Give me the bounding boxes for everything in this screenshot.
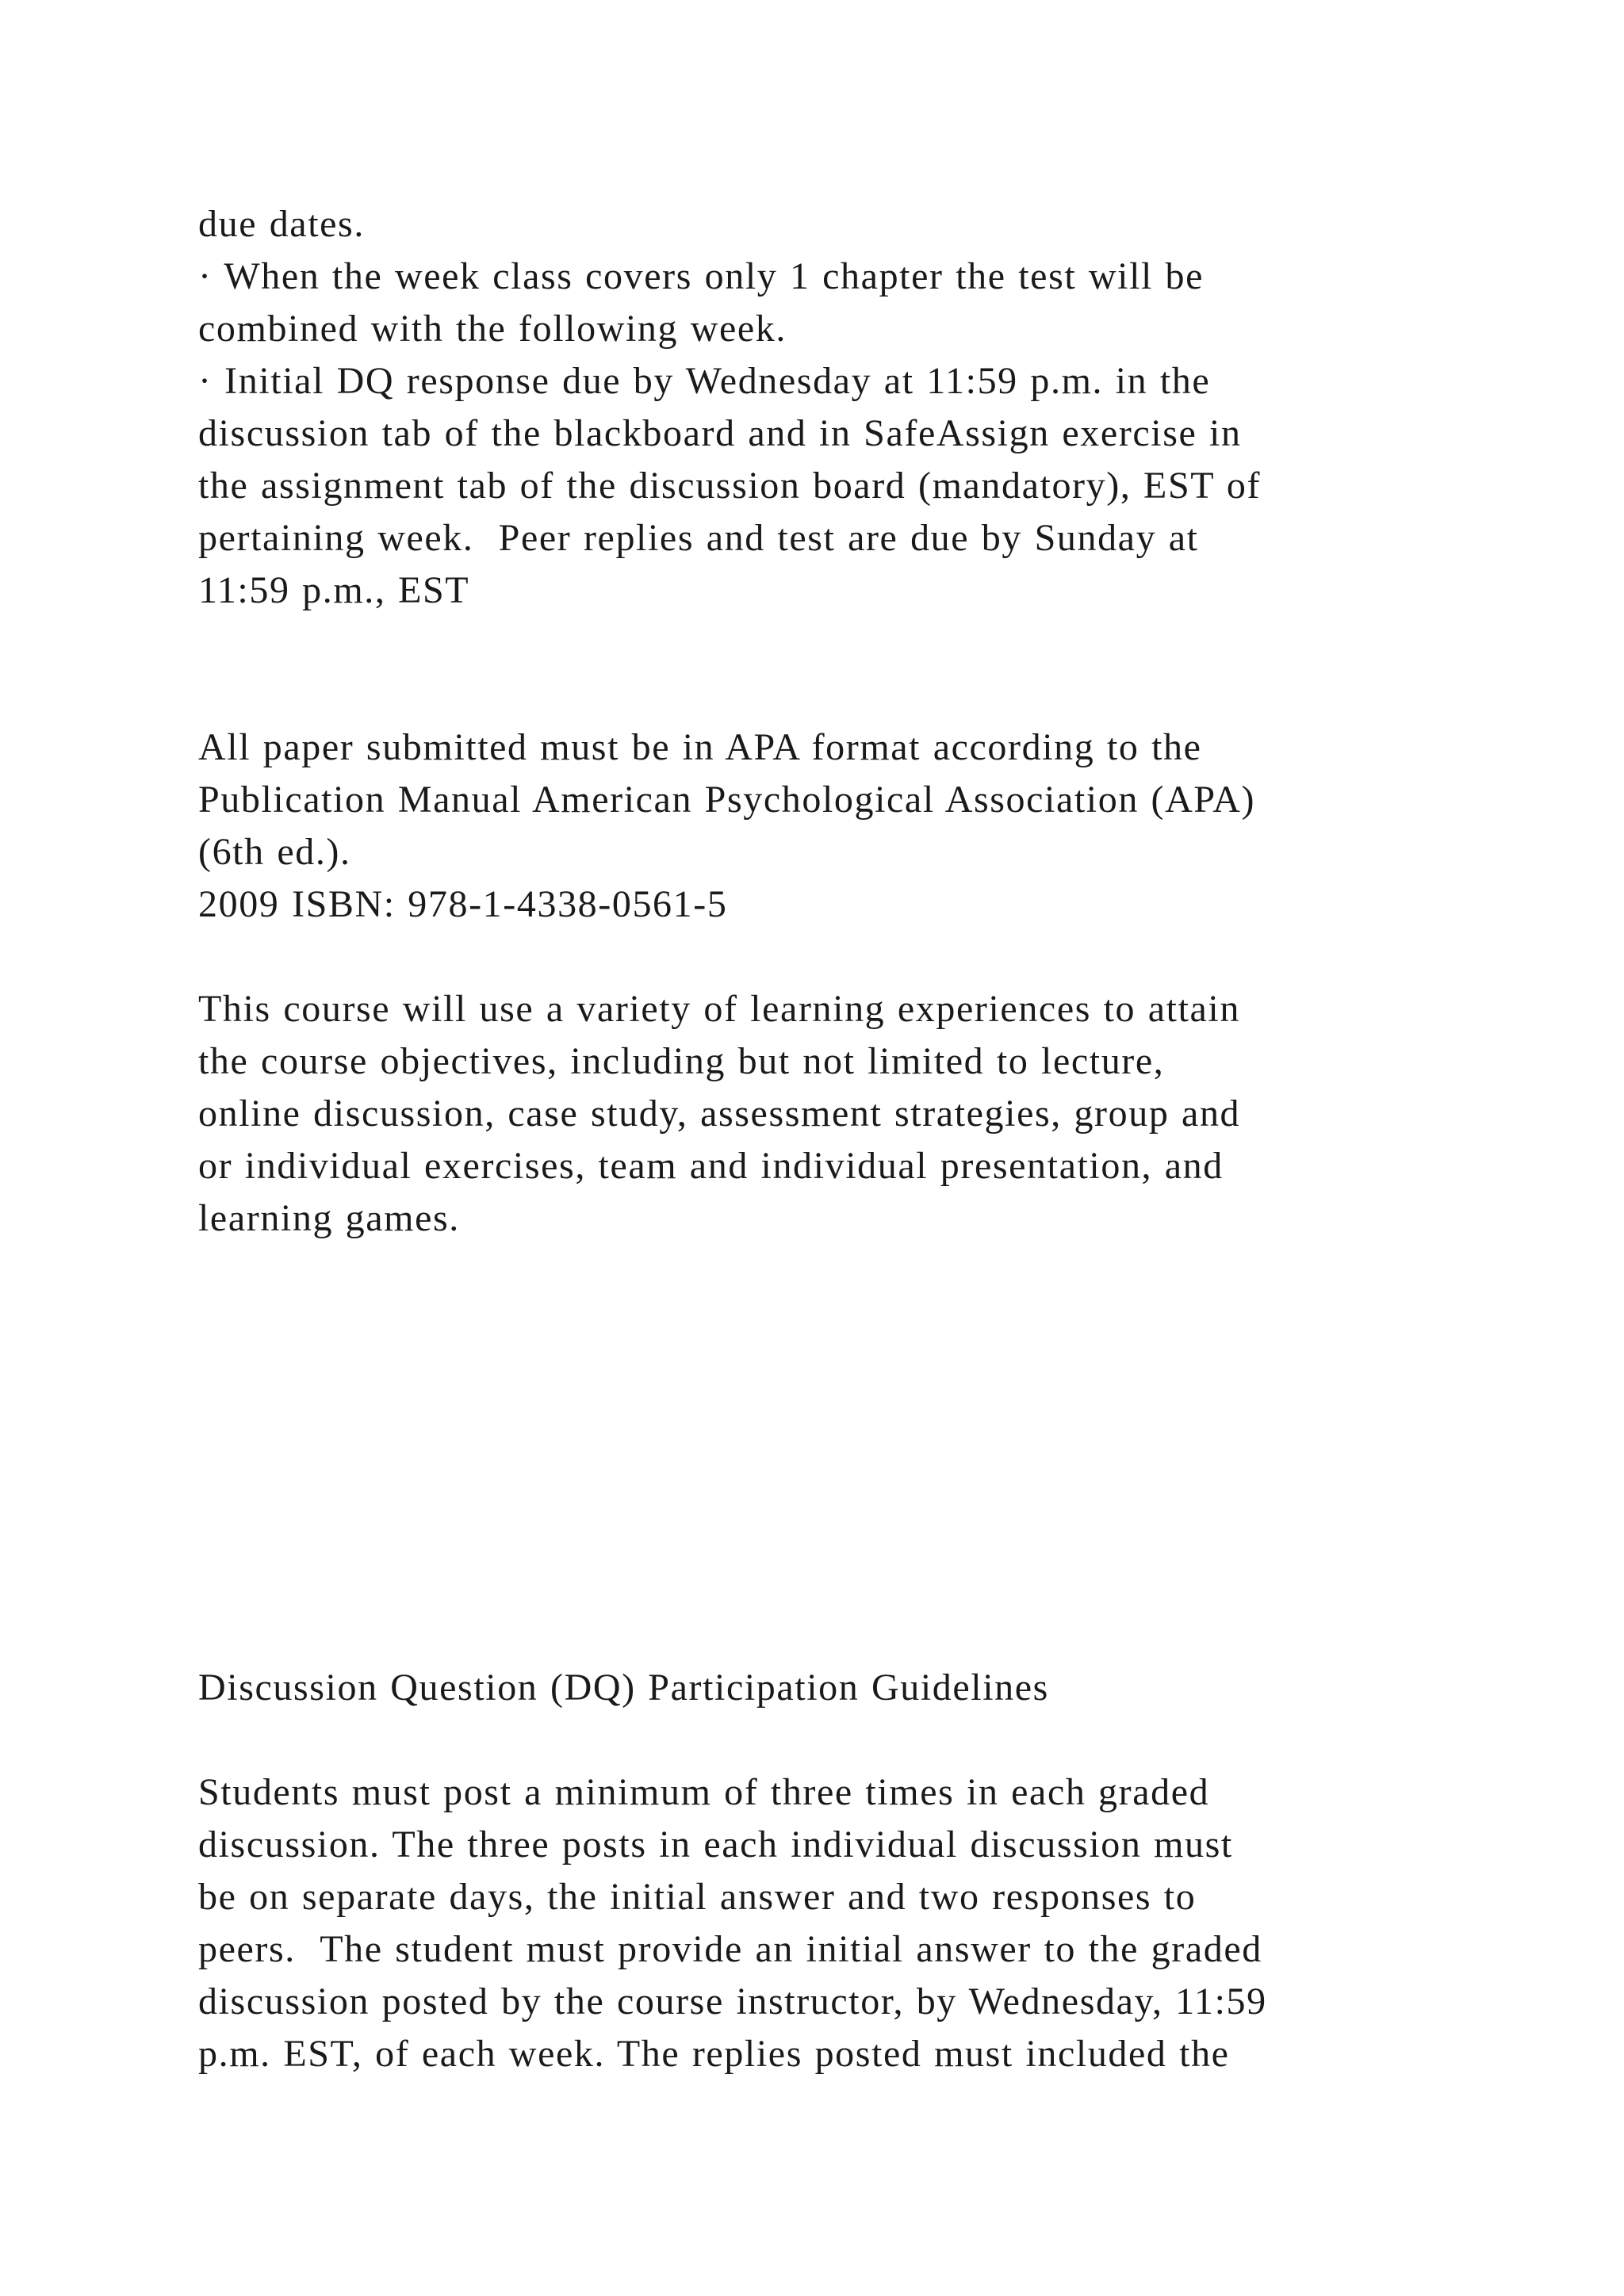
text-line: peers. The student must provide an initial answer to the graded <box>198 1928 1262 1970</box>
text-line: pertaining week. Peer replies and test are due by Sunday at <box>198 517 1199 559</box>
text-line: online discussion, case study, assessment strategies, group and <box>198 1093 1241 1135</box>
text-line: All paper submitted must be in APA format according to the <box>198 726 1202 768</box>
text-line: (6th ed.). <box>198 831 351 873</box>
bullet-line: · When the week class covers only 1 chapter the test will be <box>198 255 1205 297</box>
text-line: discussion. The three posts in each individual discussion must <box>198 1823 1233 1866</box>
text-line: Publication Manual American Psychological Association (APA) <box>198 779 1256 821</box>
text-line: discussion tab of the blackboard and in SafeAssign exercise in <box>198 412 1242 454</box>
text-line: the assignment tab of the discussion board (mandatory), EST of <box>198 465 1262 507</box>
bullet-line: · Initial DQ response due by Wednesday at 11:59 p.m. in the <box>198 360 1211 402</box>
text-line: discussion posted by the course instructor, by Wednesday, 11:59 <box>198 1980 1267 2022</box>
text-line: This course will use a variety of learning experiences to attain <box>198 988 1240 1030</box>
section-heading: Discussion Question (DQ) Participation Guidelines <box>198 1667 1049 1709</box>
text-line: learning games. <box>198 1197 460 1239</box>
text-line: combined with the following week. <box>198 308 787 350</box>
isbn-line: 2009 ISBN: 978-1-4338-0561-5 <box>198 883 728 925</box>
text-line: Students must post a minimum of three times in each graded <box>198 1771 1210 1813</box>
text-line: due dates. <box>198 203 365 245</box>
text-line: p.m. EST, of each week. The replies posted must included the <box>198 2033 1230 2075</box>
text-line: be on separate days, the initial answer and two responses to <box>198 1876 1197 1918</box>
text-line: 11:59 p.m., EST <box>198 569 470 611</box>
text-line: the course objectives, including but not limited to lecture, <box>198 1040 1165 1082</box>
text-line: or individual exercises, team and individual presentation, and <box>198 1145 1224 1187</box>
